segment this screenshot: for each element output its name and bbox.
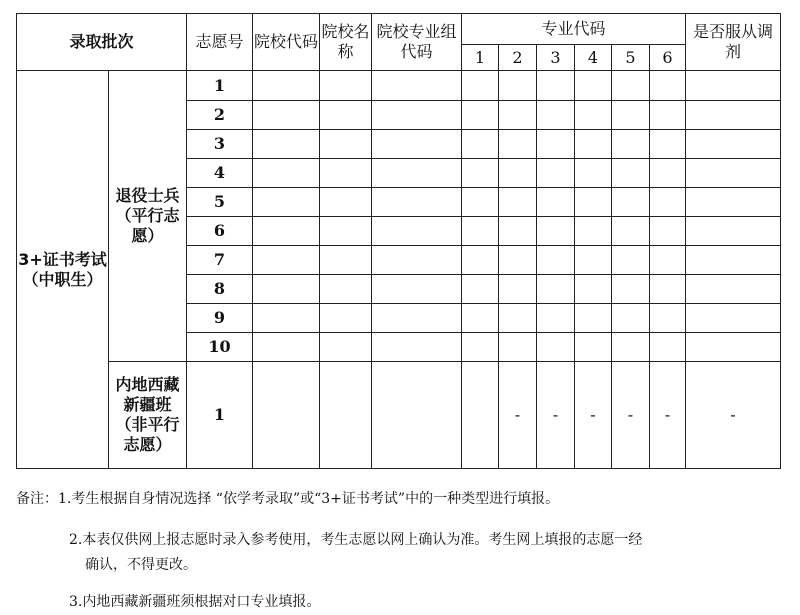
cell-input[interactable] [320, 159, 372, 188]
cell-input[interactable] [650, 71, 686, 101]
major-col-2: 2 [499, 45, 537, 71]
cell-input[interactable] [462, 188, 499, 217]
wish-number: 8 [187, 275, 253, 304]
header-group-code: 院校专业组代码 [372, 14, 462, 71]
cell-input[interactable] [612, 217, 650, 246]
cell-input[interactable] [575, 71, 612, 101]
cell-input[interactable] [253, 362, 320, 469]
cell-input[interactable] [612, 130, 650, 159]
cell-input[interactable] [612, 304, 650, 333]
cell-input[interactable] [686, 130, 781, 159]
cell-input[interactable] [320, 188, 372, 217]
cell-input[interactable] [462, 71, 499, 101]
header-batch: 录取批次 [17, 14, 187, 71]
cell-input[interactable] [462, 304, 499, 333]
cell-input[interactable] [650, 275, 686, 304]
cell-input[interactable] [686, 101, 781, 130]
header-school-name: 院校名称 [320, 14, 372, 71]
cell-input[interactable] [686, 304, 781, 333]
cell-input[interactable] [650, 130, 686, 159]
cell-input[interactable] [612, 275, 650, 304]
cell-input[interactable] [320, 333, 372, 362]
cell-input[interactable] [612, 71, 650, 101]
cell-input[interactable] [537, 188, 575, 217]
cell-input[interactable] [686, 159, 781, 188]
wish-number: 4 [187, 159, 253, 188]
cell-input[interactable] [686, 246, 781, 275]
cell-input[interactable] [320, 304, 372, 333]
cell-input[interactable] [499, 246, 537, 275]
wish-number: 10 [187, 333, 253, 362]
cell-input[interactable] [575, 130, 612, 159]
cell-input[interactable] [253, 188, 320, 217]
cell-input[interactable] [372, 333, 462, 362]
wish-number: 5 [187, 188, 253, 217]
cell-input[interactable] [462, 362, 499, 469]
cell-input[interactable] [537, 217, 575, 246]
major-col-6: 6 [650, 45, 686, 71]
cell-input[interactable] [372, 188, 462, 217]
cell-input[interactable] [499, 71, 537, 101]
adjust-dash-cell: - [686, 362, 781, 469]
cell-input[interactable] [686, 275, 781, 304]
wish-number: 1 [187, 71, 253, 101]
cell-input[interactable] [462, 275, 499, 304]
cell-input[interactable] [650, 159, 686, 188]
note-line-2b: 确认，不得更改。 [85, 557, 197, 573]
cell-input[interactable] [575, 246, 612, 275]
cell-input[interactable] [499, 130, 537, 159]
cell-input[interactable] [462, 130, 499, 159]
cell-input[interactable] [253, 101, 320, 130]
cell-input[interactable] [537, 159, 575, 188]
cell-input[interactable] [372, 362, 462, 469]
cell-input[interactable] [575, 188, 612, 217]
cell-input[interactable] [320, 130, 372, 159]
cell-input[interactable] [612, 101, 650, 130]
major-col-3: 3 [537, 45, 575, 71]
cell-input[interactable] [650, 101, 686, 130]
batch-label-cell [17, 71, 109, 469]
cell-input[interactable] [537, 333, 575, 362]
header-major-code: 专业代码 [462, 14, 686, 45]
cell-input[interactable] [499, 217, 537, 246]
batch-label: 3+证书考试（中职生） [18, 249, 107, 289]
cell-input[interactable] [499, 275, 537, 304]
cell-input[interactable] [462, 246, 499, 275]
cell-input[interactable] [320, 217, 372, 246]
wish-number: 3 [187, 130, 253, 159]
cell-input[interactable] [650, 217, 686, 246]
cell-input[interactable] [462, 159, 499, 188]
cell-input[interactable] [575, 275, 612, 304]
cell-input[interactable] [650, 304, 686, 333]
cell-input[interactable] [575, 217, 612, 246]
dash-cell: - [612, 362, 650, 469]
cell-input[interactable] [372, 217, 462, 246]
cell-input[interactable] [320, 275, 372, 304]
cell-input[interactable] [537, 101, 575, 130]
tibet-label-cell [109, 362, 187, 469]
cell-input[interactable] [612, 246, 650, 275]
cell-input[interactable] [372, 130, 462, 159]
cell-input[interactable] [686, 217, 781, 246]
cell-input[interactable] [253, 275, 320, 304]
cell-input[interactable] [253, 71, 320, 101]
cell-input[interactable] [372, 246, 462, 275]
cell-input[interactable] [537, 130, 575, 159]
cell-input[interactable] [253, 333, 320, 362]
cell-input[interactable] [686, 333, 781, 362]
note-line-3: 3.内地西藏新疆班须根据对口专业填报。 [69, 594, 321, 610]
cell-input[interactable] [537, 304, 575, 333]
note-line-1: 备注：1.考生根据自身情况选择 “依学考录取”或“3+证书考试”中的一种类型进行填报。 [16, 491, 560, 507]
cell-input[interactable] [320, 101, 372, 130]
cell-input[interactable] [575, 333, 612, 362]
cell-input[interactable] [253, 246, 320, 275]
cell-input[interactable] [372, 71, 462, 101]
cell-input[interactable] [462, 217, 499, 246]
cell-input[interactable] [537, 246, 575, 275]
cell-input[interactable] [575, 101, 612, 130]
dash-cell: - [575, 362, 612, 469]
cell-input[interactable] [253, 217, 320, 246]
cell-input[interactable] [320, 71, 372, 101]
wish-number: 9 [187, 304, 253, 333]
volunteer-form-table [16, 13, 781, 469]
cell-input[interactable] [372, 275, 462, 304]
major-col-5: 5 [612, 45, 650, 71]
cell-input[interactable] [462, 333, 499, 362]
cell-input[interactable] [372, 159, 462, 188]
cell-input[interactable] [499, 304, 537, 333]
veteran-label-cell [109, 71, 187, 362]
cell-input[interactable] [372, 101, 462, 130]
cell-input[interactable] [686, 71, 781, 101]
cell-input[interactable] [499, 159, 537, 188]
header-school-code: 院校代码 [253, 14, 320, 71]
wish-number: 6 [187, 217, 253, 246]
tibet-label: 内地西藏新疆班（非平行志愿） [115, 375, 180, 454]
wish-number: 7 [187, 246, 253, 275]
cell-input[interactable] [650, 188, 686, 217]
cell-input[interactable] [612, 188, 650, 217]
dash-cell: - [650, 362, 686, 469]
major-col-4: 4 [575, 45, 612, 71]
cell-input[interactable] [372, 304, 462, 333]
cell-input[interactable] [320, 246, 372, 275]
cell-input[interactable] [253, 159, 320, 188]
cell-input[interactable] [499, 333, 537, 362]
cell-input[interactable] [575, 304, 612, 333]
cell-input[interactable] [462, 101, 499, 130]
cell-input[interactable] [686, 188, 781, 217]
header-adjust: 是否服从调剂 [686, 14, 781, 71]
note-line-2a: 2.本表仅供网上报志愿时录入参考使用，考生志愿以网上确认为准。考生网上填报的志愿一经 [69, 532, 643, 548]
wish-number: 2 [187, 101, 253, 130]
cell-input[interactable] [650, 333, 686, 362]
major-col-1: 1 [462, 45, 499, 71]
cell-input[interactable] [253, 130, 320, 159]
cell-input[interactable] [320, 362, 372, 469]
veteran-label: 退役士兵（平行志愿） [115, 186, 180, 245]
cell-input[interactable] [253, 304, 320, 333]
cell-input[interactable] [499, 101, 537, 130]
cell-input[interactable] [537, 71, 575, 101]
dash-cell: - [499, 362, 537, 469]
wish-number: 1 [187, 362, 253, 469]
cell-input[interactable] [575, 159, 612, 188]
cell-input[interactable] [650, 246, 686, 275]
cell-input[interactable] [499, 188, 537, 217]
cell-input[interactable] [612, 333, 650, 362]
header-wish-no: 志愿号 [187, 14, 253, 71]
cell-input[interactable] [537, 275, 575, 304]
cell-input[interactable] [612, 159, 650, 188]
dash-cell: - [537, 362, 575, 469]
